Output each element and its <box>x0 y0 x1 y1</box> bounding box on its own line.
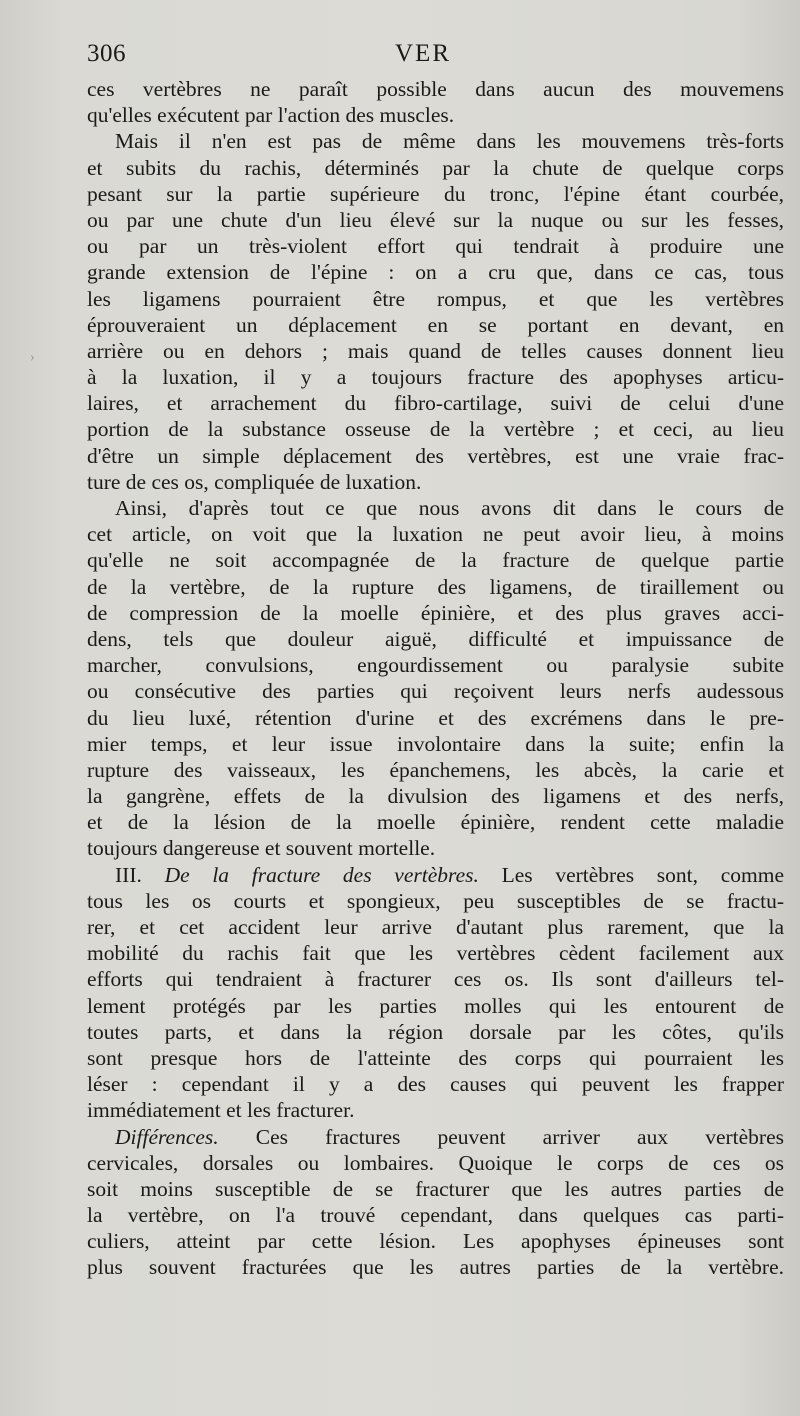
text-line <box>87 416 784 442</box>
line-text: et subits du rachis, déterminés par la chute de quelque corps <box>87 155 784 180</box>
line-text: laires, et arrachement du fibro-cartilage, suivi de celui d'une <box>87 391 784 416</box>
line-text: pesant sur la partie supérieure du tronc, l'épine étant courbée, <box>87 181 784 206</box>
line-text: qu'elle ne soit accompagnée de la fracture de quelque partie <box>87 548 784 573</box>
line-text: toujours dangereuse et souvent mortelle. <box>87 836 436 861</box>
line-text: Mais il n'en est pas de même dans les mouvemens très-forts <box>115 129 784 154</box>
text-line <box>87 233 784 259</box>
line-text: mier temps, et leur issue involontaire dans la suite; enfin la <box>87 731 784 756</box>
text-line <box>87 443 784 469</box>
line-text: ou consécutive des parties qui reçoivent leurs nerfs audessous <box>87 679 784 704</box>
line-text: Ces fractures peuvent arriver aux vertèbres <box>218 1124 784 1149</box>
line-text: ou par un très-violent effort qui tendrait à produire une <box>87 234 784 259</box>
line-text: et de la lésion de la moelle épinière, rendent cette maladie <box>87 810 784 835</box>
line-text: qu'elles exécutent par l'action des muscles. <box>87 103 455 128</box>
text-line <box>87 259 784 285</box>
text-line <box>87 783 784 809</box>
line-text: mobilité du rachis fait que les vertèbres cèdent facilement aux <box>87 941 784 966</box>
text-line <box>87 1228 784 1254</box>
line-text: tous les os courts et spongieux, peu susceptibles de se fractu- <box>87 888 784 913</box>
line-text: à la luxation, il y a toujours fracture des apophyses articu- <box>87 365 784 390</box>
line-text: arrière ou en dehors ; mais quand de telles causes donnent lieu <box>87 338 784 363</box>
text-line <box>87 940 784 966</box>
section-number: III. <box>115 862 165 887</box>
line-text: ture de ces os, compliquée de luxation. <box>87 469 422 494</box>
body-text <box>87 76 784 1281</box>
line-text: portion de la substance osseuse de la vertèbre ; et ceci, au lieu <box>87 417 784 442</box>
text-line <box>87 678 784 704</box>
text-line <box>87 1254 784 1280</box>
line-text: cet article, on voit que la luxation ne peut avoir lieu, à moins <box>87 522 784 547</box>
text-line <box>87 181 784 207</box>
line-text: de la vertèbre, de la rupture des ligamens, de tiraillement ou <box>87 574 784 599</box>
line-text: léser : cependant il y a des causes qui peuvent les frapper <box>87 1072 784 1097</box>
line-text: de compression de la moelle épinière, et des plus graves acci- <box>87 600 784 625</box>
text-line <box>87 547 784 573</box>
line-text: lement protégés par les parties molles qui les entourent de <box>87 993 784 1018</box>
line-text: Ainsi, d'après tout ce que nous avons dit dans le cours de <box>115 496 784 520</box>
text-line <box>87 338 784 364</box>
line-text: la vertèbre, on l'a trouvé cependant, dans quelques cas parti- <box>87 1203 784 1228</box>
line-text: sont presque hors de l'atteinte des corps qui pourraient les <box>87 1045 784 1070</box>
line-text: rer, et cet accident leur arrive d'autant plus rarement, que la <box>87 915 784 939</box>
text-line <box>87 914 784 940</box>
line-text: marcher, convulsions, engourdissement ou paralysie subite <box>87 653 784 678</box>
running-head <box>87 40 787 80</box>
text-line <box>87 495 784 521</box>
text-line <box>87 1097 784 1123</box>
text-line <box>87 286 784 312</box>
text-line <box>87 652 784 678</box>
margin-mark: › <box>30 350 35 365</box>
line-text: d'être un simple déplacement des vertèbres, est une vraie frac- <box>87 443 784 468</box>
text-line <box>87 1071 784 1097</box>
line-text: immédiatement et les fracturer. <box>87 1098 355 1123</box>
line-text: rupture des vaisseaux, les épanchemens, les abcès, la carie et <box>87 757 784 782</box>
text-line <box>87 155 784 181</box>
line-text: éprouveraient un déplacement en se portant en devant, en <box>87 312 784 337</box>
text-line <box>87 731 784 757</box>
line-text: cervicales, dorsales ou lombaires. Quoique le corps de ces os <box>87 1150 784 1175</box>
running-title: VER <box>395 40 451 67</box>
text-line <box>87 757 784 783</box>
page-number: 306 <box>87 40 126 67</box>
italic-heading: De la fracture des vertèbres. <box>164 862 479 887</box>
text-line <box>87 1176 784 1202</box>
line-text: la gangrène, effets de la divulsion des ligamens et des nerfs, <box>87 784 784 809</box>
text-line <box>87 705 784 731</box>
text-line <box>87 809 784 835</box>
text-line <box>87 128 784 154</box>
text-line <box>87 102 784 128</box>
text-line <box>87 1124 784 1150</box>
line-text: plus souvent fracturées que les autres parties de la vertèbre. <box>87 1255 784 1280</box>
line-text: les ligamens pourraient être rompus, et que les vertèbres <box>87 286 784 311</box>
text-line <box>87 364 784 390</box>
line-text: soit moins susceptible de se fracturer que les autres parties de <box>87 1176 784 1201</box>
text-line <box>87 1202 784 1228</box>
text-line <box>87 1019 784 1045</box>
text-line <box>87 993 784 1019</box>
text-line <box>87 521 784 547</box>
text-line <box>87 626 784 652</box>
italic-heading: Différences. <box>115 1124 219 1149</box>
line-text: dens, tels que douleur aiguë, difficulté et impuissance de <box>87 626 784 651</box>
text-line <box>87 1045 784 1071</box>
text-line <box>87 835 784 861</box>
text-line <box>87 207 784 233</box>
line-text: du lieu luxé, rétention d'urine et des excrémens dans le pre- <box>87 705 784 730</box>
line-text: culiers, atteint par cette lésion. Les apophyses épineuses sont <box>87 1229 784 1254</box>
line-text: Les vertèbres sont, comme <box>478 862 785 887</box>
text-line <box>87 574 784 600</box>
line-text: ces vertèbres ne paraît possible dans aucun des mouvemens <box>87 77 784 101</box>
line-text: grande extension de l'épine : on a cru que, dans ce cas, tous <box>87 260 784 285</box>
text-line <box>87 469 784 495</box>
text-line <box>87 862 784 888</box>
text-line <box>87 1150 784 1176</box>
text-line <box>87 312 784 338</box>
line-text: efforts qui tendraient à fracturer ces os. Ils sont d'ailleurs tel- <box>87 967 784 992</box>
text-line <box>87 966 784 992</box>
text-line <box>87 600 784 626</box>
text-line <box>87 76 784 102</box>
line-text: ou par une chute d'un lieu élevé sur la nuque ou sur les fesses, <box>87 207 784 232</box>
text-line <box>87 390 784 416</box>
text-line <box>87 888 784 914</box>
line-text: toutes parts, et dans la région dorsale par les côtes, qu'ils <box>87 1019 784 1044</box>
